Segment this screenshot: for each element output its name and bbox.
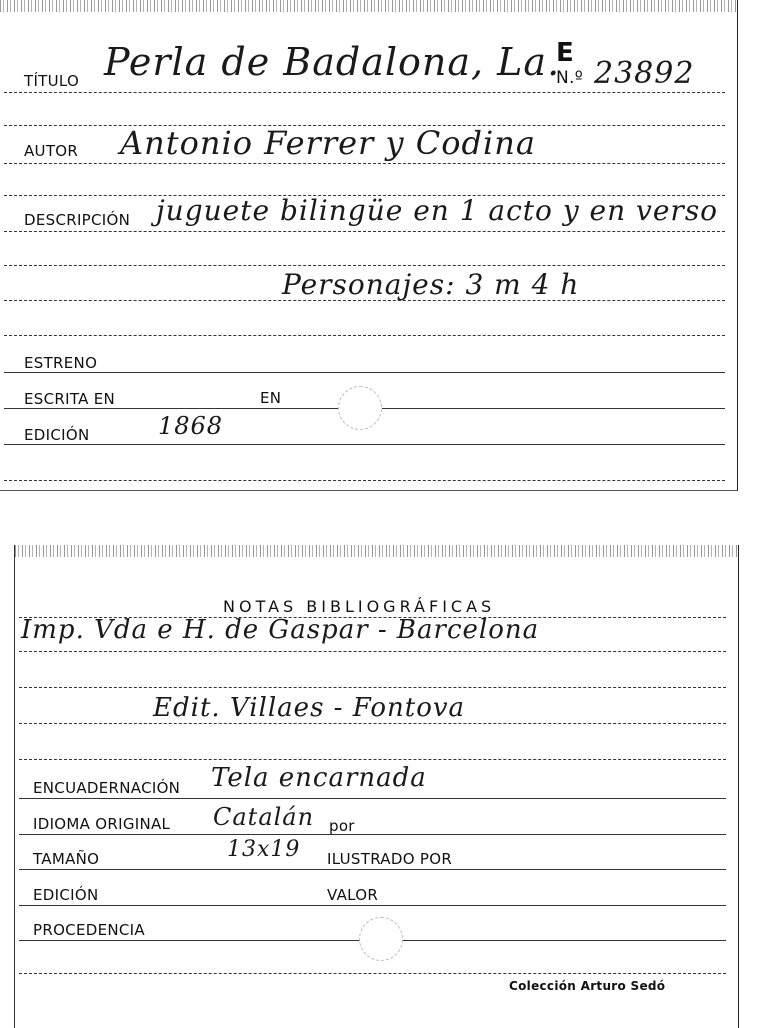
valor-label: VALOR: [327, 886, 379, 904]
nota-rule-2: [19, 723, 726, 724]
catalog-letter: E: [556, 38, 575, 68]
autor-label: AUTOR: [24, 142, 79, 160]
estreno-rule: [4, 372, 725, 373]
encuadernacion-label: ENCUADERNACIÓN: [33, 779, 181, 797]
tamano-rule: [19, 869, 726, 870]
nota-line-1: Imp. Vda e H. de Gaspar - Barcelona: [21, 615, 540, 645]
escrita-en-label: ESCRITA EN: [24, 390, 116, 408]
tamano-value: 13x19: [227, 837, 301, 862]
titulo-value: Perla de Badalona, La.: [104, 40, 561, 84]
edicion-label: EDICIÓN: [24, 426, 90, 444]
encuadernacion-value: Tela encarnada: [211, 763, 427, 793]
autor-value: Antonio Ferrer y Codina: [120, 124, 536, 162]
edicion-value: 1868: [158, 412, 224, 440]
titulo-label: TÍTULO: [24, 72, 80, 90]
rule: [19, 973, 726, 974]
rule: [19, 759, 726, 760]
rule: [4, 480, 725, 481]
edicion-rule: [19, 905, 726, 906]
card-top-edge: [15, 545, 738, 557]
estreno-label: ESTRENO: [24, 354, 98, 372]
notas-heading: NOTAS BIBLIOGRÁFICAS: [223, 597, 496, 616]
coleccion-stamp: Colección Arturo Sedó: [509, 979, 666, 993]
rule: [19, 617, 726, 618]
card-top-edge: [0, 0, 737, 12]
punch-hole: [338, 386, 382, 430]
idioma-label: IDIOMA ORIGINAL: [33, 815, 171, 833]
descripcion-value: juguete bilingüe en 1 acto y en verso: [156, 194, 719, 227]
nota-rule-1: [19, 651, 726, 652]
edicion-label: EDICIÓN: [33, 886, 99, 904]
idioma-rule: [19, 834, 726, 835]
numero-value: 23892: [594, 56, 695, 91]
nota-line-2: Edit. Villaes - Fontova: [153, 693, 466, 723]
catalog-card-front: [0, 0, 738, 491]
titulo-rule: [4, 92, 725, 93]
ilustrado-label: ILUSTRADO POR: [327, 850, 453, 868]
personajes-value: Personajes: 3 m 4 h: [282, 268, 580, 301]
tamano-label: TAMAÑO: [33, 850, 100, 868]
rule: [4, 265, 725, 266]
descripcion-label: DESCRIPCIÓN: [24, 211, 131, 229]
edicion-rule: [4, 444, 725, 445]
rule: [19, 687, 726, 688]
punch-hole: [359, 917, 403, 961]
catalog-card-back: [14, 545, 739, 1028]
procedencia-label: PROCEDENCIA: [33, 921, 145, 939]
autor-rule: [4, 163, 725, 164]
encuadernacion-rule: [19, 798, 726, 799]
descripcion-rule: [4, 231, 725, 232]
en-label: EN: [260, 389, 282, 407]
rule: [4, 335, 725, 336]
idioma-value: Catalán: [213, 803, 315, 831]
personajes-rule: [4, 300, 725, 301]
numero-label: N.º: [556, 68, 584, 88]
por-label: por: [329, 817, 355, 835]
